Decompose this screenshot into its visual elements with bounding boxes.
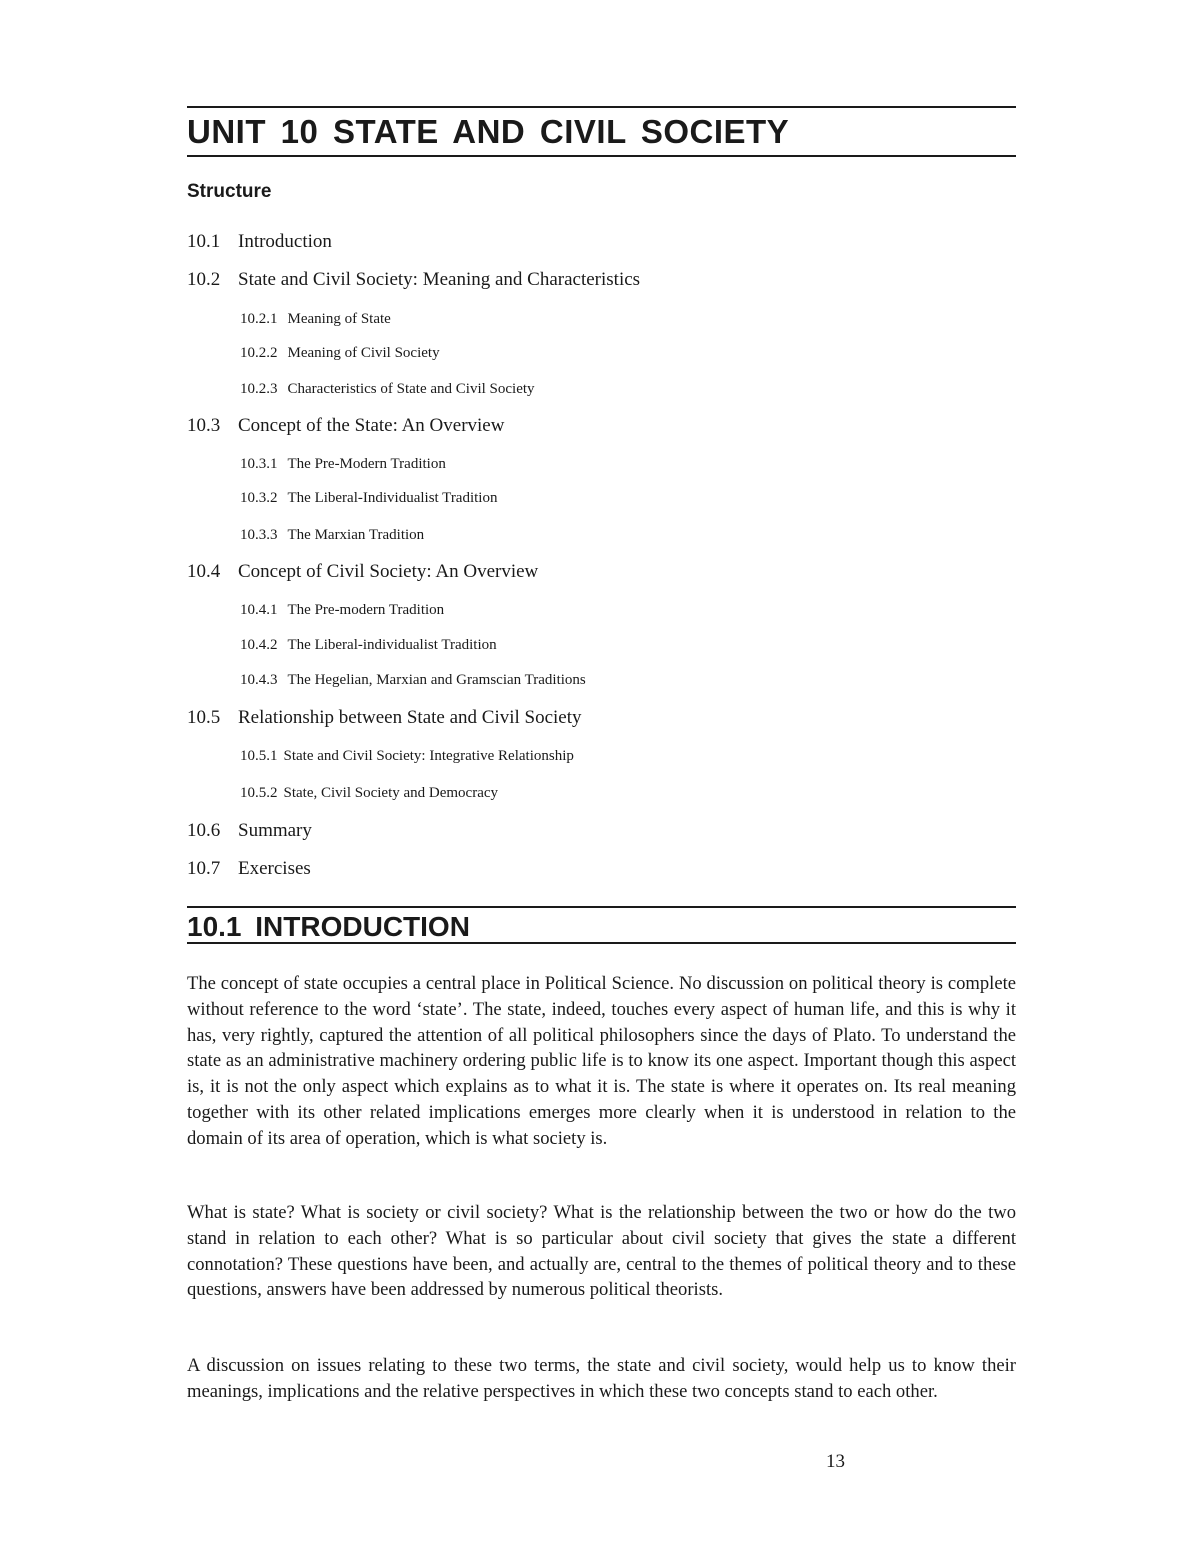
toc-title: Introduction <box>238 231 332 252</box>
toc-item-10-3-3 <box>240 525 424 545</box>
toc-item-10-6 <box>187 819 312 843</box>
paragraph: The concept of state occupies a central place in Political Science. No discussion on political theory is complete without reference to the word ‘state’. The state, indeed, touches every aspect of human life, and this is why it has, very rightly, captured the attention of all political philosophers since the days of Plato. To understand the state as an administrative machinery ordering public life is to know its one aspect. Important though this aspect is, it is not the only aspect which explains as to what it is. The state is where it operates on. Its real meaning together with its other related implications emerges more clearly when it is understood in relation to the domain of its area of operation, which is what society is. <box>187 973 1016 1149</box>
toc-number: 10.3.3 <box>240 527 278 543</box>
toc-title: Relationship between State and Civil Society <box>238 707 582 728</box>
toc-title: The Pre-Modern Tradition <box>287 456 446 472</box>
toc-item-10-3-1 <box>240 454 446 474</box>
toc-number: 10.7 <box>187 858 221 879</box>
toc-number: 10.5 <box>187 707 221 728</box>
toc-item-10-4-2 <box>240 635 497 655</box>
toc-title: Summary <box>238 820 312 841</box>
toc-number: 10.6 <box>187 820 221 841</box>
toc-title: Concept of the State: An Overview <box>238 415 505 436</box>
page-number: 13 <box>826 1451 845 1472</box>
toc-item-10-3-2 <box>240 488 497 508</box>
toc-title: Meaning of State <box>287 311 391 327</box>
toc-item-10-4-1 <box>240 600 444 620</box>
section-top-rule <box>187 906 1016 908</box>
toc-number: 10.4.3 <box>240 672 278 688</box>
toc-number: 10.2.3 <box>240 381 278 397</box>
toc-title: Concept of Civil Society: An Overview <box>238 561 539 582</box>
toc-title: State and Civil Society: Integrative Relationship <box>283 748 574 764</box>
toc-number: 10.4 <box>187 561 221 582</box>
toc-title: The Hegelian, Marxian and Gramscian Traditions <box>287 672 586 688</box>
toc-item-10-4-3 <box>240 670 586 690</box>
section-bottom-rule <box>187 942 1016 944</box>
section-title: 10.1 INTRODUCTION <box>187 911 470 942</box>
toc-number: 10.3.2 <box>240 490 278 506</box>
toc-title: The Pre-modern Tradition <box>287 602 445 618</box>
toc-item-10-4 <box>187 560 538 584</box>
toc-title: Meaning of Civil Society <box>287 345 440 361</box>
toc-number: 10.4.1 <box>240 602 278 618</box>
toc-title: State and Civil Society: Meaning and Characteristics <box>238 269 641 290</box>
title-bottom-rule <box>187 155 1016 157</box>
toc-number: 10.2.1 <box>240 311 278 327</box>
toc-number: 10.3.1 <box>240 456 278 472</box>
paragraph: What is state? What is society or civil society? What is the relationship between the two or how do the two stand in relation to each other? What is so particular about civil society that gives the state a different connotation? These questions have been, and actually are, central to the themes of political theory and to these questions, answers have been addressed by numerous political theorists. <box>187 1202 1016 1301</box>
toc-item-10-3 <box>187 414 504 438</box>
toc-title: The Marxian Tradition <box>287 527 425 543</box>
toc-number: 10.3 <box>187 415 221 436</box>
document-page <box>187 0 1016 1553</box>
toc-item-10-2-1 <box>240 309 391 329</box>
toc-number: 10.2.2 <box>240 345 278 361</box>
unit-title: UNIT 10 STATE AND CIVIL SOCIETY <box>187 113 790 150</box>
toc-number: 10.5.1 <box>240 748 278 764</box>
toc-item-10-2 <box>187 268 640 292</box>
structure-label: Structure <box>187 181 272 202</box>
toc-item-10-2-2 <box>240 343 440 363</box>
toc-title: The Liberal-Individualist Tradition <box>287 490 498 506</box>
toc-title: Exercises <box>238 858 311 879</box>
toc-item-10-5-2 <box>240 783 498 803</box>
toc-number: 10.2 <box>187 269 221 290</box>
title-top-rule <box>187 106 1016 108</box>
toc-number: 10.1 <box>187 231 221 252</box>
paragraph: A discussion on issues relating to these two terms, the state and civil society, would help us to know their meanings, implications and the relative perspectives in which these two concepts stand to each other. <box>187 1355 1016 1402</box>
toc-title: Characteristics of State and Civil Society <box>287 381 535 397</box>
toc-number: 10.5.2 <box>240 785 278 801</box>
toc-item-10-2-3 <box>240 379 535 399</box>
toc-title: State, Civil Society and Democracy <box>283 785 499 801</box>
toc-item-10-7 <box>187 857 311 881</box>
toc-item-10-1 <box>187 230 332 254</box>
toc-item-10-5 <box>187 706 582 730</box>
toc-item-10-5-1 <box>240 746 574 766</box>
toc-number: 10.4.2 <box>240 637 278 653</box>
toc-title: The Liberal-individualist Tradition <box>287 637 497 653</box>
